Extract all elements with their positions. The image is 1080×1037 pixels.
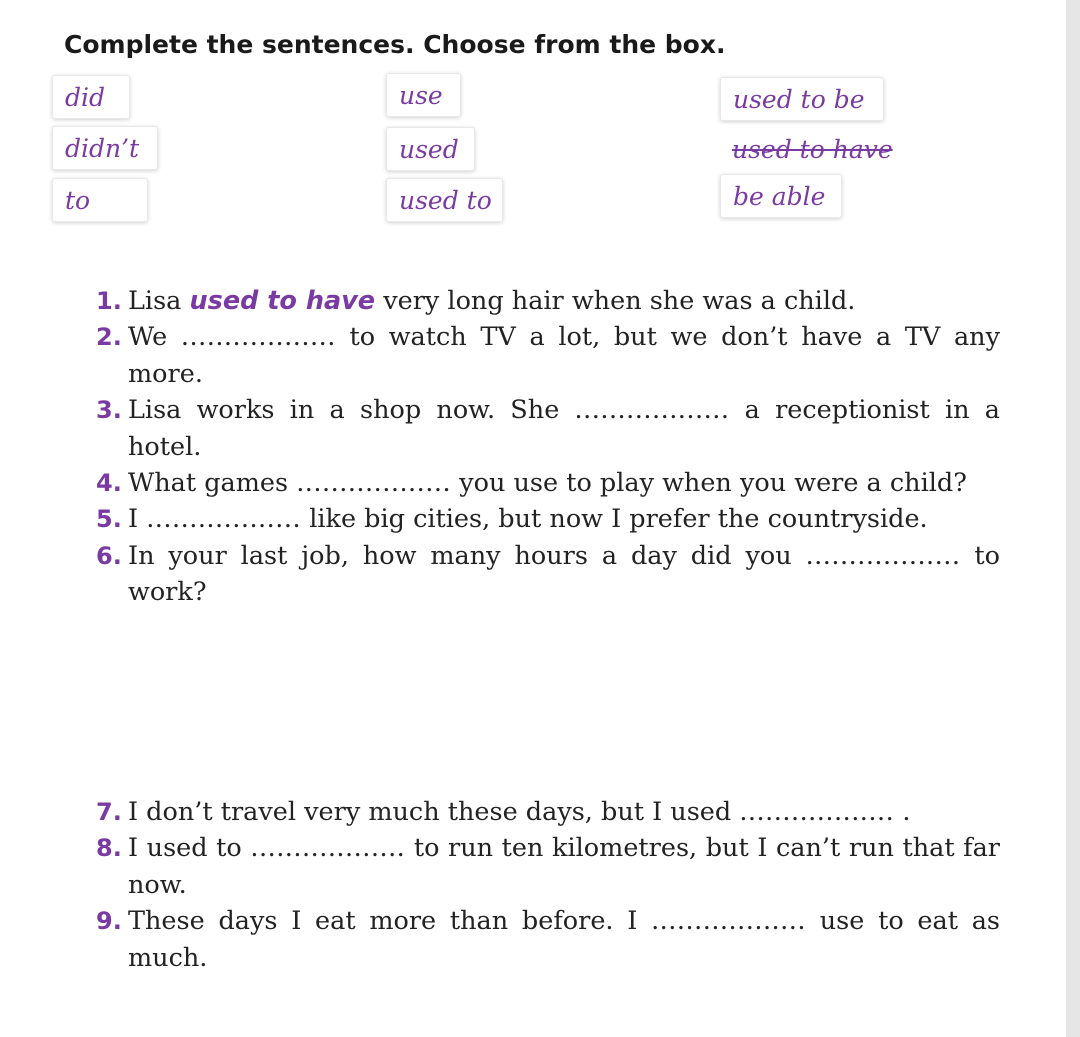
word-used-to: used to: [386, 178, 503, 222]
item-number: 4.: [96, 469, 122, 498]
word-did: did: [52, 75, 130, 119]
item-number: 1.: [96, 287, 122, 315]
answer-blank[interactable]: ..................: [146, 504, 302, 535]
answer-blank[interactable]: ..................: [180, 322, 336, 353]
word-used-to-have: used to have: [720, 128, 910, 172]
answer-text: used to have: [189, 286, 376, 316]
exercise-list-top: [96, 283, 1000, 611]
exercise-instructions: Complete the sentences. Choose from the box.: [64, 30, 726, 59]
exercise-item-6: 6. In your last job, how many hours a day did you .................. to work?: [96, 538, 1000, 611]
answer-blank[interactable]: ..................: [250, 833, 406, 864]
item-number: 7.: [96, 798, 122, 826]
exercise-item-2: 2. We .................. to watch TV a lot, but we don’t have a TV any more.: [96, 319, 1000, 392]
exercise-item-8: 8. I used to .................. to run ten kilometres, but I can’t run that far now.: [96, 830, 1000, 903]
exercise-item-1: 1. Lisa used to have very long hair when she was a child.: [96, 283, 1000, 319]
item-number: 3.: [96, 396, 122, 425]
page-edge: [1066, 0, 1080, 1037]
word-be-able: be able: [720, 174, 842, 218]
answer-blank[interactable]: ..................: [574, 395, 730, 426]
word-used: used: [386, 127, 475, 171]
exercise-item-4: 4. What games .................. you use to play when you were a child?: [96, 465, 1000, 501]
word-didnt: didn’t: [52, 126, 158, 170]
item-number: 8.: [96, 834, 122, 863]
answer-blank[interactable]: ..................: [739, 797, 895, 827]
word-used-to-be: used to be: [720, 77, 884, 121]
word-to: to: [52, 178, 148, 222]
exercise-item-5: 5. I .................. like big cities, but now I prefer the countryside.: [96, 501, 1000, 537]
answer-blank[interactable]: ..................: [651, 906, 806, 937]
item-number: 6.: [96, 541, 122, 570]
answer-blank[interactable]: ..................: [805, 540, 961, 571]
exercise-item-7: 7. I don’t travel very much these days, but I used .................. .: [96, 794, 1000, 830]
item-number: 2.: [96, 323, 122, 352]
exercise-item-3: 3. Lisa works in a shop now. She .................. a receptionist in a hotel.: [96, 392, 1000, 465]
item-number: 5.: [96, 505, 122, 534]
exercise-list-bottom: [96, 794, 1000, 976]
answer-blank[interactable]: ..................: [296, 468, 452, 499]
word-use: use: [386, 73, 461, 117]
item-number: 9.: [96, 907, 122, 936]
exercise-item-9: 9. These days I eat more than before. I .................. use to eat as much.: [96, 903, 1000, 976]
